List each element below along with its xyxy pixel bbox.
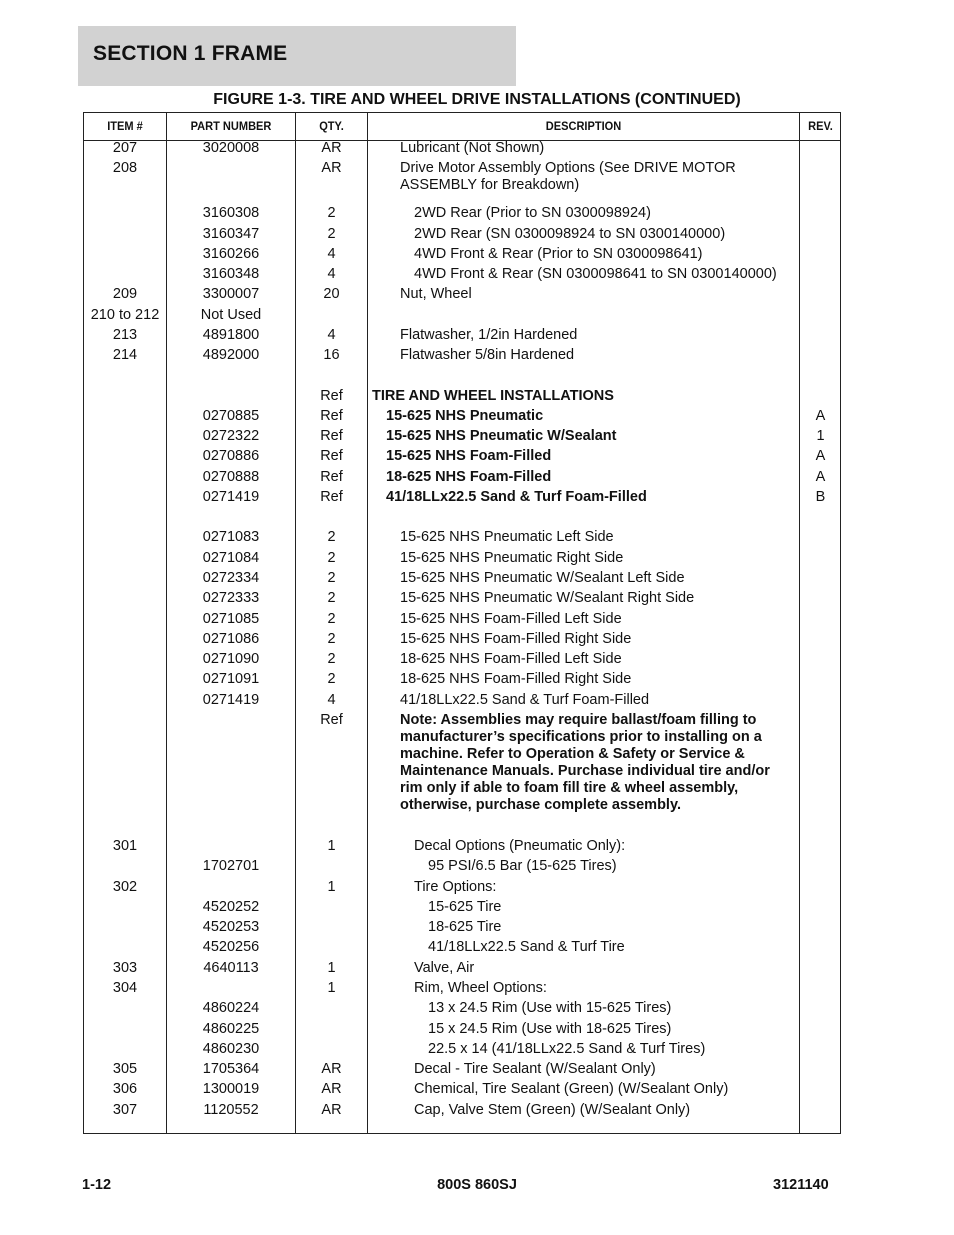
- quantity: 1: [327, 838, 336, 854]
- quantity: Ref: [320, 448, 343, 464]
- part-number: 3160347: [202, 226, 260, 242]
- description: 15-625 NHS Pneumatic W/Sealant Right Side: [400, 590, 695, 606]
- part-number: 4520253: [202, 919, 260, 935]
- quantity: Ref: [320, 489, 343, 505]
- parts-table: [83, 112, 841, 1134]
- part-number: 4520252: [202, 899, 260, 915]
- quantity: 4: [327, 692, 336, 708]
- item-number: 209: [112, 286, 138, 302]
- quantity: 1: [327, 980, 336, 996]
- description: Drive Motor Assembly Options (See DRIVE MOTOR ASSEMBLY for Breakdown): [400, 160, 736, 193]
- item-number: 208: [112, 160, 138, 176]
- description: 15-625 NHS Foam-Filled: [386, 448, 552, 464]
- section-banner: [78, 26, 516, 86]
- description: 15-625 NHS Pneumatic Left Side: [400, 529, 614, 545]
- description: 18-625 NHS Foam-Filled Right Side: [400, 671, 632, 687]
- quantity: Ref: [320, 428, 343, 444]
- part-number: 0272322: [202, 428, 260, 444]
- description: 15-625 NHS Foam-Filled Right Side: [400, 631, 632, 647]
- part-number: 4860225: [202, 1021, 260, 1037]
- part-number: 3300007: [202, 286, 260, 302]
- description: 13 x 24.5 Rim (Use with 15-625 Tires): [428, 1000, 672, 1016]
- quantity: 2: [327, 550, 336, 566]
- item-number: 307: [112, 1102, 138, 1118]
- figure-title: FIGURE 1-3. TIRE AND WHEEL DRIVE INSTALLATIONS (CONTINUED): [213, 91, 741, 108]
- description: Tire Options:: [414, 879, 497, 895]
- item-number: 301: [112, 838, 138, 854]
- section-title: SECTION 1 FRAME: [93, 42, 288, 65]
- part-number: 0272333: [202, 590, 260, 606]
- quantity: 20: [323, 286, 340, 302]
- quantity: AR: [321, 160, 342, 176]
- model-name: 800S 860SJ: [437, 1177, 517, 1193]
- part-number: 1702701: [202, 858, 260, 874]
- description: Valve, Air: [414, 960, 475, 976]
- description: 2WD Rear (SN 0300098924 to SN 0300140000): [414, 226, 726, 242]
- description: Decal - Tire Sealant (W/Sealant Only): [414, 1061, 656, 1077]
- part-number: 0271091: [202, 671, 260, 687]
- revision: 1: [816, 428, 825, 444]
- item-number: 213: [112, 327, 138, 343]
- description: Flatwasher, 1/2in Hardened: [400, 327, 578, 343]
- header-item: ITEM #: [107, 119, 143, 133]
- part-number: Not Used: [200, 307, 262, 323]
- quantity: AR: [321, 1102, 342, 1118]
- description: 15-625 NHS Foam-Filled Left Side: [400, 611, 622, 627]
- description: Flatwasher 5/8in Hardened: [400, 347, 575, 363]
- description: Chemical, Tire Sealant (Green) (W/Sealant Only): [414, 1081, 729, 1097]
- header-qty: QTY.: [319, 119, 344, 133]
- quantity: 2: [327, 205, 336, 221]
- quantity: 2: [327, 651, 336, 667]
- item-number: 304: [112, 980, 138, 996]
- part-number: 3160266: [202, 246, 260, 262]
- description: Nut, Wheel: [400, 286, 472, 302]
- description: 22.5 x 14 (41/18LLx22.5 Sand & Turf Tires): [428, 1041, 706, 1057]
- description: 41/18LLx22.5 Sand & Turf Foam-Filled: [400, 692, 650, 708]
- part-number: 0271083: [202, 529, 260, 545]
- description: 15-625 NHS Pneumatic W/Sealant Left Side: [400, 570, 685, 586]
- quantity: AR: [321, 1061, 342, 1077]
- quantity: 2: [327, 631, 336, 647]
- part-number: 0270885: [202, 408, 260, 424]
- description: 15-625 NHS Pneumatic W/Sealant: [386, 428, 617, 444]
- item-number: 210 to 212: [90, 307, 160, 323]
- description: 18-625 Tire: [428, 919, 502, 935]
- part-number: 1300019: [202, 1081, 260, 1097]
- item-number: 207: [112, 140, 138, 156]
- item-number: 214: [112, 347, 138, 363]
- quantity: 2: [327, 590, 336, 606]
- description: 41/18LLx22.5 Sand & Turf Tire: [428, 939, 625, 955]
- quantity: 2: [327, 671, 336, 687]
- description: 2WD Rear (Prior to SN 0300098924): [414, 205, 651, 221]
- quantity: 4: [327, 246, 336, 262]
- quantity: 1: [327, 879, 336, 895]
- quantity: Ref: [320, 408, 343, 424]
- part-number: 3020008: [202, 140, 260, 156]
- description: 18-625 NHS Foam-Filled: [386, 469, 552, 485]
- quantity: 2: [327, 611, 336, 627]
- part-number: 0270888: [202, 469, 260, 485]
- description: 95 PSI/6.5 Bar (15-625 Tires): [428, 858, 617, 874]
- quantity: 2: [327, 226, 336, 242]
- description: Decal Options (Pneumatic Only):: [414, 838, 626, 854]
- part-number: 0271419: [202, 489, 260, 505]
- part-number: 0271085: [202, 611, 260, 627]
- part-number: 1705364: [202, 1061, 260, 1077]
- quantity: 2: [327, 570, 336, 586]
- quantity: 4: [327, 266, 336, 282]
- quantity: AR: [321, 1081, 342, 1097]
- document-number: 3121140: [773, 1177, 829, 1193]
- column-divider: [367, 113, 368, 1133]
- quantity: 1: [327, 960, 336, 976]
- description: 15 x 24.5 Rim (Use with 18-625 Tires): [428, 1021, 672, 1037]
- description: 15-625 NHS Pneumatic: [386, 408, 544, 424]
- quantity: 2: [327, 529, 336, 545]
- revision: B: [815, 489, 826, 505]
- quantity: Ref: [320, 388, 343, 404]
- part-number: 4520256: [202, 939, 260, 955]
- item-number: 302: [112, 879, 138, 895]
- part-number: 0271419: [202, 692, 260, 708]
- item-number: 305: [112, 1061, 138, 1077]
- description: Cap, Valve Stem (Green) (W/Sealant Only): [414, 1102, 691, 1118]
- quantity: 16: [323, 347, 340, 363]
- revision: A: [815, 448, 826, 464]
- quantity: AR: [321, 140, 342, 156]
- description: TIRE AND WHEEL INSTALLATIONS: [372, 388, 614, 404]
- description: Lubricant (Not Shown): [400, 140, 545, 156]
- part-number: 0271084: [202, 550, 260, 566]
- description: 15-625 Tire: [428, 899, 502, 915]
- item-number: 303: [112, 960, 138, 976]
- revision: A: [815, 408, 826, 424]
- part-number: 0271090: [202, 651, 260, 667]
- part-number: 4860230: [202, 1041, 260, 1057]
- description: 18-625 NHS Foam-Filled Left Side: [400, 651, 622, 667]
- description: 4WD Front & Rear (SN 0300098641 to SN 0300140000): [414, 266, 777, 282]
- table-header: [84, 113, 840, 141]
- header-rev: REV.: [808, 119, 833, 133]
- description: Rim, Wheel Options:: [414, 980, 547, 996]
- part-number: 4892000: [202, 347, 260, 363]
- part-number: 4891800: [202, 327, 260, 343]
- part-number: 0270886: [202, 448, 260, 464]
- quantity: Ref: [320, 469, 343, 485]
- part-number: 3160348: [202, 266, 260, 282]
- item-number: 306: [112, 1081, 138, 1097]
- description: 41/18LLx22.5 Sand & Turf Foam-Filled: [386, 489, 647, 505]
- description: 4WD Front & Rear (Prior to SN 0300098641): [414, 246, 703, 262]
- column-divider: [799, 113, 800, 1133]
- page-number: 1-12: [82, 1177, 112, 1193]
- revision: A: [815, 469, 826, 485]
- description: Note: Assemblies may require ballast/foam filling to manufacturer’s specifications prior to installing on a machine. Refer to Operation & Safety or Service & Maintenance Manuals. Purchase individual tire and/or rim only if able to foam fill tire & wheel assembly, otherwise, purchase complete assembly.: [400, 712, 770, 813]
- quantity: Ref: [320, 712, 343, 728]
- part-number: 0271086: [202, 631, 260, 647]
- header-description: DESCRIPTION: [545, 119, 622, 133]
- description: 15-625 NHS Pneumatic Right Side: [400, 550, 624, 566]
- part-number: 4860224: [202, 1000, 260, 1016]
- header-part-number: PART NUMBER: [190, 119, 272, 133]
- part-number: 3160308: [202, 205, 260, 221]
- quantity: 4: [327, 327, 336, 343]
- part-number: 1120552: [203, 1102, 259, 1118]
- part-number: 0272334: [202, 570, 260, 586]
- part-number: 4640113: [203, 960, 259, 976]
